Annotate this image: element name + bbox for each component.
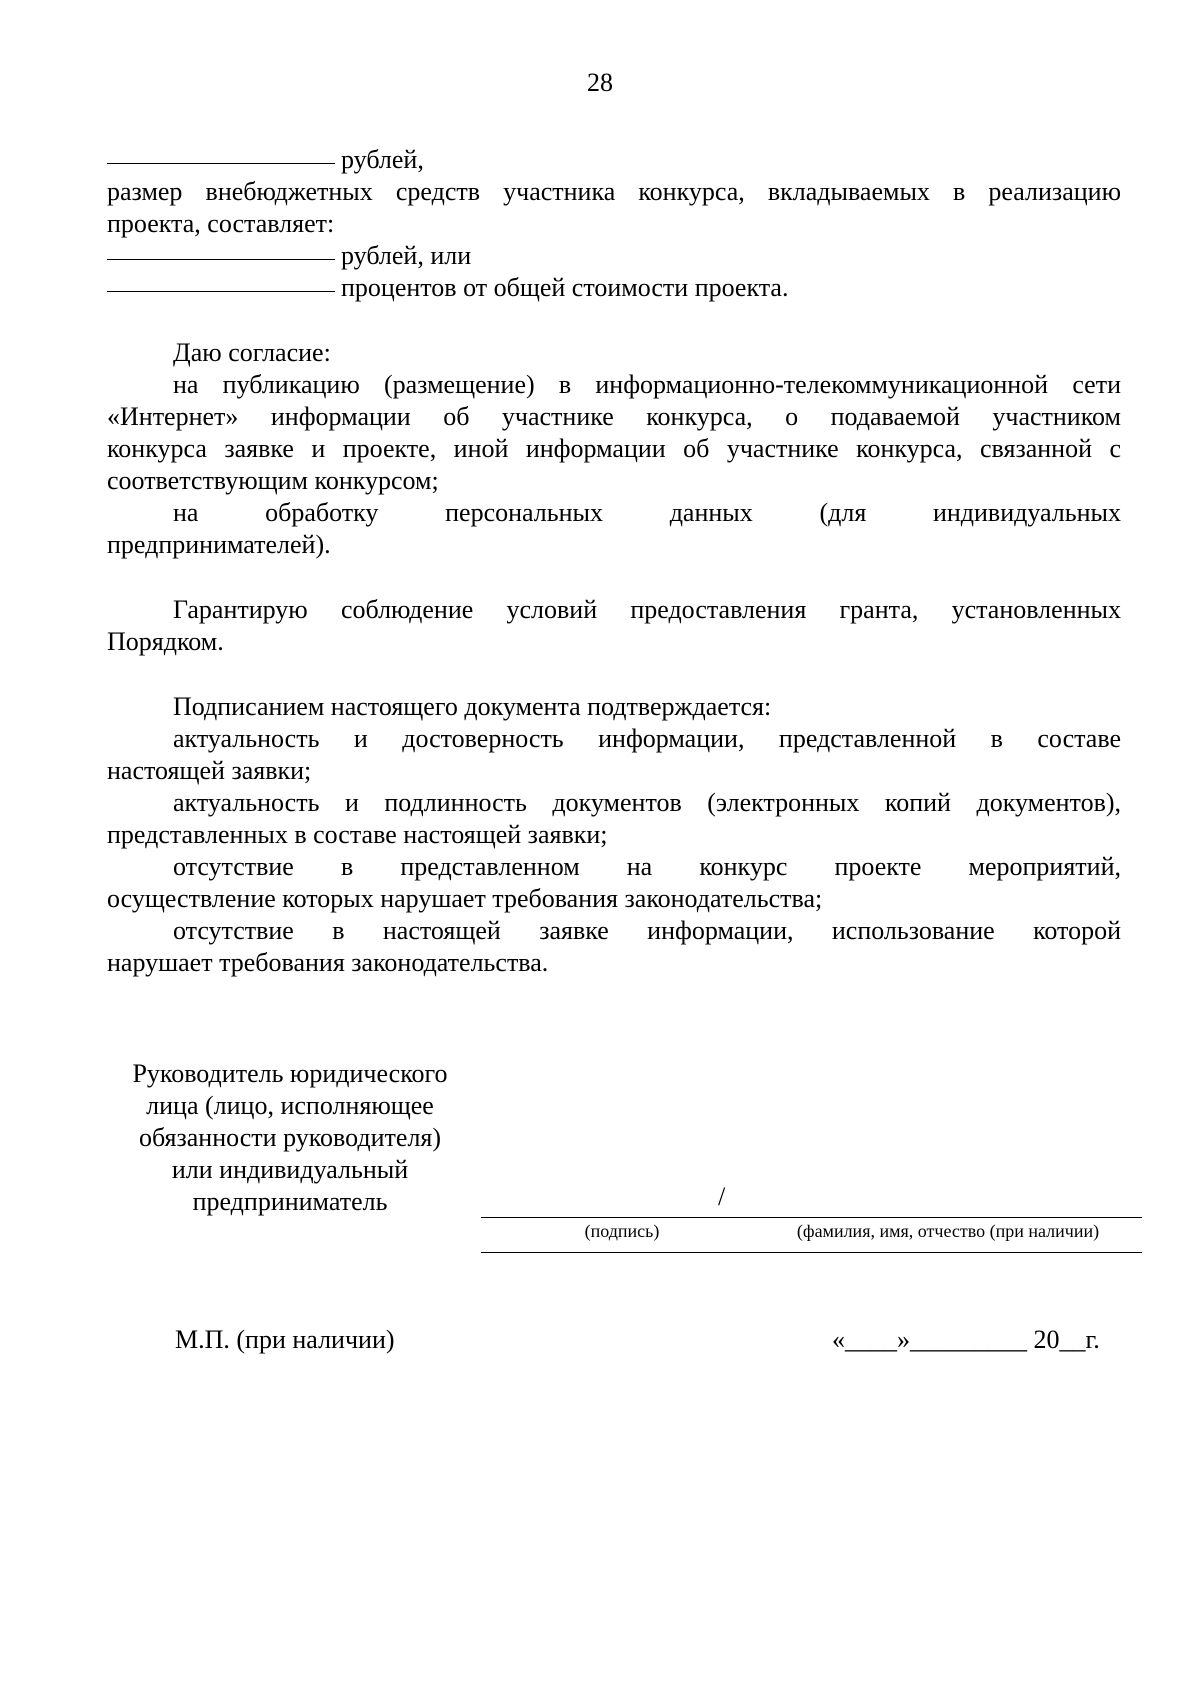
paragraph-gap [107,658,1121,691]
signature-separator: / [718,1182,726,1211]
paragraph-gap [107,304,1121,337]
confirm-title: Подписанием настоящего документа подтверждается: [173,692,772,721]
full-name-caption: (фамилия, имя, отчество (при наличии) [796,1221,1100,1241]
signer-title-line-2: лица (лицо, исполняющее [146,1091,434,1120]
confirm-item-4-line-2: нарушает требования законодательства. [107,948,549,977]
amount-line-rubles-text: рублей, [341,145,424,174]
consent-title: Даю согласие: [173,338,331,367]
amount-blank-1 [107,162,335,164]
extrabudget-line-1: размер внебюджетных средств участника конкурса, вкладываемых в реализацию [107,177,1121,206]
signer-title-line-3: обязанности руководителя) [138,1123,442,1152]
amount-line-percent [107,272,1121,304]
paragraph-gap [107,561,1121,594]
amount-blank-3 [107,290,335,292]
amount-line-rubles-or-text: рублей, или [341,241,472,270]
signature-line [481,1217,1142,1218]
consent-publication-line-3: конкурса заявке и проекте, иной информации об участнике конкурса, связанной с [107,434,1121,463]
confirm-item-4-line-1: отсутствие в настоящей заявке информации, использование которой [173,916,1121,945]
confirm-item-3-line-1: отсутствие в представленном на конкурс проекте мероприятий, [173,852,1121,881]
document-body [107,144,1121,979]
confirm-item-2-line-1: актуальность и подлинность документов (электронных копий документов), [173,788,1121,817]
amount-line-rubles-or [107,240,1121,272]
consent-publication-line-1: на публикацию (размещение) в информационно-телекоммуникационной сети [173,370,1121,399]
amount-line-rubles [107,144,1121,176]
consent-personal-data-line-1: на обработку персональных данных (для индивидуальных [173,498,1121,527]
stamp-placeholder: М.П. (при наличии) [175,1325,395,1354]
consent-personal-data-line-2: предпринимателей). [107,530,331,559]
signature-caption: (подпись) [584,1221,660,1241]
amount-line-percent-text: процентов от общей стоимости проекта. [341,273,789,302]
signer-title-line-4: или индивидуальный [171,1155,409,1184]
confirm-item-3-line-2: осуществление которых нарушает требования законодательства; [107,884,823,913]
guarantee-line-1: Гарантирую соблюдение условий предоставления гранта, установленных [173,595,1121,624]
signer-title-line-5: предприниматель [192,1187,388,1216]
page-number: 28 [587,68,613,97]
date-field: «____»_________ 20__г. [832,1325,1100,1354]
signature-bottom-rule [481,1252,1142,1253]
consent-publication-line-2: «Интернет» информации об участнике конкурса, о подаваемой участником [107,402,1121,431]
extrabudget-line-2: проекта, составляет: [107,209,335,238]
amount-blank-2 [107,258,335,260]
signer-title [108,1058,472,1218]
guarantee-line-2: Порядком. [107,627,224,656]
consent-publication-line-4: соответствующим конкурсом; [107,466,439,495]
confirm-item-1-line-1: актуальность и достоверность информации, представленной в составе [173,724,1121,753]
confirm-item-2-line-2: представленных в составе настоящей заявки; [107,820,608,849]
signer-title-line-1: Руководитель юридического [132,1059,448,1088]
confirm-item-1-line-2: настоящей заявки; [107,756,312,785]
